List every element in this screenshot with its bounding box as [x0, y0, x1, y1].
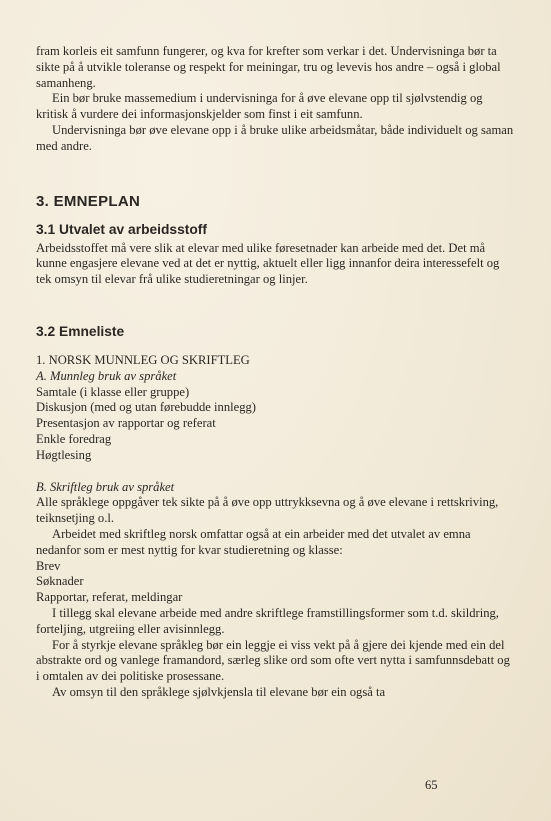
section-heading-emneplan: 3. EMNEPLAN: [36, 192, 141, 210]
skriftleg-paragraph-4: For å styrkje elevane språkleg bør ein leggje ei viss vekt på å gjere dei kjende med ein del abstrakte ord og vanlege framandord, særleg slike ord som ofte vert nytta i samfunnsdebatt og i omtalen av dei politiske prosessane.: [36, 637, 510, 684]
skriftleg-item-1: Brev: [36, 558, 61, 573]
document-page: [36, 44, 516, 701]
intro-paragraph-2: Ein bør bruke massemedium i undervisninga for å øve elevane opp til sjølvstendig og kritisk å vurdere dei informasjonskjelder som finst i eit samfunn.: [36, 91, 483, 122]
skriftleg-paragraph-1: Alle språklege oppgåver tek sikte på å øve opp uttrykksevna og å øve elevane i rettskriving, teiknsetjing o.l.: [36, 495, 499, 526]
skriftleg-paragraph-3: I tillegg skal elevane arbeide med andre skriftlege framstillingsformer som t.d. skildring, forteljing, utgreiing eller avisinnlegg.: [36, 605, 499, 636]
subsection-3-1-body: Arbeidsstoffet må vere slik at elevar med ulike føresetnader kan arbeide med det. Det må kunne engasjere elevane ved at det er nyttig, aktuelt eller ligg innanfor deira interessefelt og tek omsyn til elevar frå ulike studieretningar og linjer.: [36, 240, 500, 287]
munnleg-item-4: Enkle foredrag: [36, 431, 112, 446]
skriftleg-item-2: Søknader: [36, 574, 84, 589]
subsection-heading-3-1: 3.1 Utvalet av arbeidsstoff: [36, 221, 207, 237]
munnleg-item-5: Høgtlesing: [36, 447, 92, 462]
munnleg-item-3: Presentasjon av rapportar og referat: [36, 416, 216, 431]
heading-munnleg-bruk: A. Munnleg bruk av språket: [36, 368, 177, 383]
subsection-heading-3-2: 3.2 Emneliste: [36, 323, 125, 339]
skriftleg-paragraph-2: Arbeidet med skriftleg norsk omfattar også at ein arbeider med det utvalet av emna nedanfor som er mest nyttig for kvar studieretning og klasse:: [36, 526, 471, 557]
list-item-norsk: 1. NORSK MUNNLEG OG SKRIFTLEG: [36, 352, 250, 367]
page-number: 65: [425, 778, 438, 792]
munnleg-item-1: Samtale (i klasse eller gruppe): [36, 384, 190, 399]
skriftleg-item-3: Rapportar, referat, meldingar: [36, 590, 183, 605]
skriftleg-paragraph-5: Av omsyn til den språklege sjølvkjensla til elevane bør ein også ta: [52, 684, 386, 699]
munnleg-item-2: Diskusjon (med og utan førebudde innlegg): [36, 400, 256, 415]
intro-paragraph-1: fram korleis eit samfunn fungerer, og kva for krefter som verkar i det. Undervisninga bør ta sikte på å utvikle toleranse og respekt for meiningar, tru og levevis hos andre – også i global samanheng.: [36, 44, 501, 90]
intro-paragraph-3: Undervisninga bør øve elevane opp i å bruke ulike arbeidsmåtar, både individuelt og saman med andre.: [36, 122, 514, 153]
heading-skriftleg-bruk: B. Skriftleg bruk av språket: [36, 479, 175, 494]
